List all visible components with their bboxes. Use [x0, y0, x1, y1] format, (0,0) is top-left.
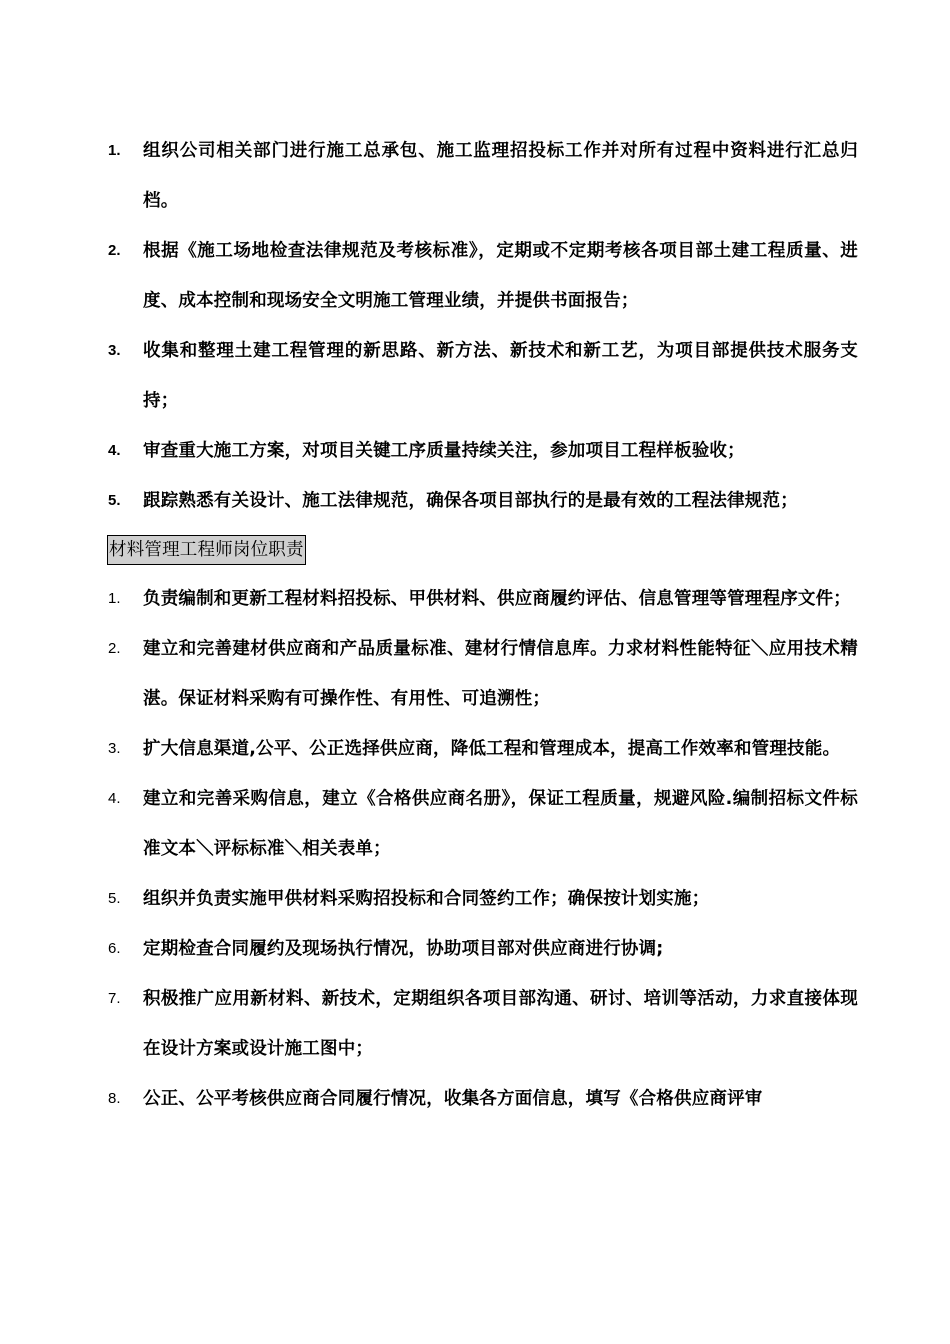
- list-item: [0, 724, 858, 774]
- list-number: 5.: [108, 890, 121, 907]
- list-number: 3.: [108, 342, 121, 359]
- list-number: 2.: [108, 640, 121, 657]
- list-text: 审查重大施工方案，对项目关键工序质量持续关注，参加项目工程样板验收；: [143, 441, 745, 461]
- duties-list-2: [0, 574, 858, 1124]
- list-item: [0, 326, 858, 426]
- list-text: 根据《施工场地检查法律规范及考核标准》，定期或不定期考核各项目部土建工程质量、进度、成本控制和现场安全文明施工管理业绩，并提供书面报告；: [143, 241, 858, 311]
- list-text: 公正、公平考核供应商合同履行情况，收集各方面信息，填写《合格供应商评审: [143, 1089, 763, 1109]
- list-item: [0, 774, 858, 874]
- list-text: 收集和整理土建工程管理的新思路、新方法、新技术和新工艺，为项目部提供技术服务支持；: [143, 341, 858, 411]
- list-text: 负责编制和更新工程材料招投标、甲供材料、供应商履约评估、信息管理等管理程序文件；: [143, 589, 851, 609]
- list-text: 建立和完善建材供应商和产品质量标准、建材行情信息库。力求材料性能特征＼应用技术精湛。保证材料采购有可操作性、有用性、可追溯性；: [143, 639, 858, 709]
- list-text: 定期检查合同履约及现场执行情况，协助项目部对供应商进行协调;: [143, 939, 664, 959]
- list-number: 4.: [108, 790, 121, 807]
- list-number: 5.: [108, 492, 121, 509]
- section-heading-wrap: [107, 535, 306, 565]
- list-item: [0, 1074, 858, 1124]
- list-text: 积极推广应用新材料、新技术，定期组织各项目部沟通、研讨、培训等活动，力求直接体现在设计方案或设计施工图中；: [143, 989, 858, 1059]
- list-item: [0, 624, 858, 724]
- list-item: [0, 574, 858, 624]
- list-number: 7.: [108, 990, 121, 1007]
- list-number: 8.: [108, 1090, 121, 1107]
- list-text: 组织公司相关部门进行施工总承包、施工监理招投标工作并对所有过程中资料进行汇总归档。: [143, 141, 858, 211]
- list-item: [0, 476, 858, 526]
- list-number: 6.: [108, 940, 121, 957]
- list-number: 4.: [108, 442, 121, 459]
- list-item: [0, 426, 858, 476]
- list-item: [0, 126, 858, 226]
- section-heading: 材料管理工程师岗位职责: [107, 535, 306, 565]
- duties-list-1: [0, 126, 858, 526]
- list-item: [0, 924, 858, 974]
- list-number: 1.: [108, 590, 121, 607]
- list-item: [0, 974, 858, 1074]
- list-text: 组织并负责实施甲供材料采购招投标和合同签约工作；确保按计划实施；: [143, 889, 710, 909]
- list-text: 跟踪熟悉有关设计、施工法律规范，确保各项目部执行的是最有效的工程法律规范；: [143, 491, 798, 511]
- list-text: 建立和完善采购信息，建立《合格供应商名册》，保证工程质量，规避风险.编制招标文件标准文本＼评标标准＼相关表单；: [143, 789, 858, 859]
- list-number: 1.: [108, 142, 121, 159]
- list-text: 扩大信息渠道,公平、公正选择供应商，降低工程和管理成本，提高工作效率和管理技能。: [143, 739, 841, 759]
- list-item: [0, 226, 858, 326]
- list-item: [0, 874, 858, 924]
- list-number: 2.: [108, 242, 121, 259]
- list-number: 3.: [108, 740, 121, 757]
